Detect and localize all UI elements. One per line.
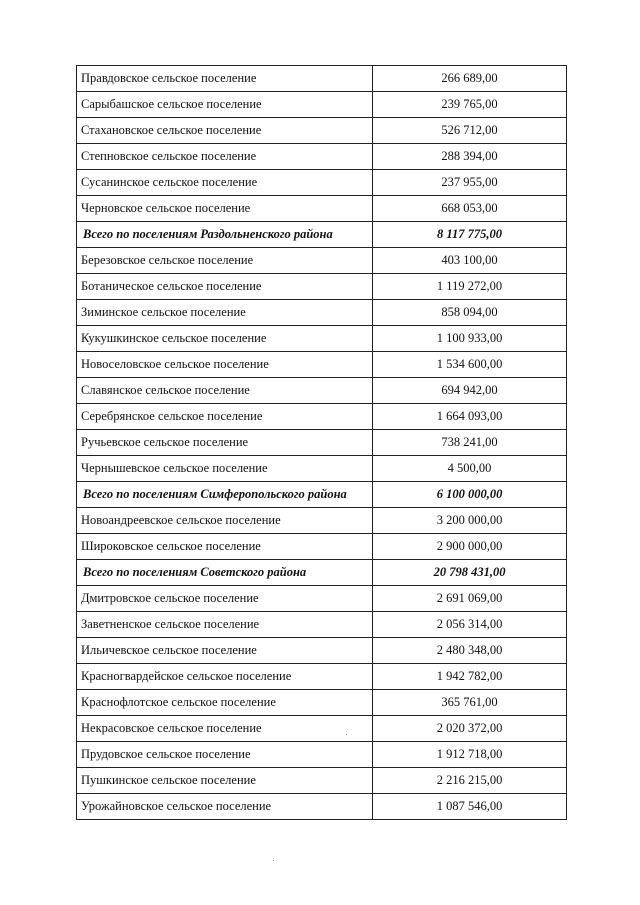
settlement-name: Черновское сельское поселение xyxy=(77,196,373,222)
table-row xyxy=(77,768,567,794)
settlement-amount: 1 087 546,00 xyxy=(373,794,567,820)
settlement-name: Некрасовское сельское поселение xyxy=(77,716,373,742)
table-row xyxy=(77,586,567,612)
table-row xyxy=(77,716,567,742)
settlement-amount: 2 020 372,00 xyxy=(373,716,567,742)
settlement-name: Березовское сельское поселение xyxy=(77,248,373,274)
settlement-name: Правдовское сельское поселение xyxy=(77,66,373,92)
table-row xyxy=(77,742,567,768)
settlement-amount: 858 094,00 xyxy=(373,300,567,326)
table-row xyxy=(77,326,567,352)
district-total-amount: 6 100 000,00 xyxy=(373,482,567,508)
settlement-name: Кукушкинское сельское поселение xyxy=(77,326,373,352)
settlement-amount: 1 534 600,00 xyxy=(373,352,567,378)
settlement-amount: 2 056 314,00 xyxy=(373,612,567,638)
settlement-amount: 237 955,00 xyxy=(373,170,567,196)
settlement-amount: 1 912 718,00 xyxy=(373,742,567,768)
settlement-name: Стахановское сельское поселение xyxy=(77,118,373,144)
settlement-amount: 694 942,00 xyxy=(373,378,567,404)
settlement-name: Сарыбашское сельское поселение xyxy=(77,92,373,118)
settlement-name: Ильичевское сельское поселение xyxy=(77,638,373,664)
settlement-name: Ботаническое сельское поселение xyxy=(77,274,373,300)
settlement-amount: 239 765,00 xyxy=(373,92,567,118)
settlement-amount: 1 942 782,00 xyxy=(373,664,567,690)
table-row xyxy=(77,508,567,534)
table-row xyxy=(77,170,567,196)
settlement-name: Сусанинское сельское поселение xyxy=(77,170,373,196)
table-row xyxy=(77,794,567,820)
table-row xyxy=(77,196,567,222)
table-row xyxy=(77,612,567,638)
table-row xyxy=(77,404,567,430)
district-total-row xyxy=(77,222,567,248)
table-row xyxy=(77,300,567,326)
settlement-name: Прудовское сельское поселение xyxy=(77,742,373,768)
table-row xyxy=(77,430,567,456)
table-row xyxy=(77,274,567,300)
table-row xyxy=(77,144,567,170)
settlement-name: Степновское сельское поселение xyxy=(77,144,373,170)
table-row xyxy=(77,92,567,118)
settlement-name: Зиминское сельское поселение xyxy=(77,300,373,326)
settlement-amount: 738 241,00 xyxy=(373,430,567,456)
scan-speck xyxy=(346,734,347,735)
district-total-amount: 8 117 775,00 xyxy=(373,222,567,248)
settlement-name: Дмитровское сельское поселение xyxy=(77,586,373,612)
settlements-budget-table xyxy=(76,65,567,820)
settlement-amount: 2 900 000,00 xyxy=(373,534,567,560)
settlement-name: Новоселовское сельское поселение xyxy=(77,352,373,378)
settlement-name: Пушкинское сельское поселение xyxy=(77,768,373,794)
settlement-amount: 526 712,00 xyxy=(373,118,567,144)
settlement-amount: 668 053,00 xyxy=(373,196,567,222)
district-total-row xyxy=(77,482,567,508)
settlement-name: Заветненское сельское поселение xyxy=(77,612,373,638)
district-total-label: Всего по поселениям Раздольненского района xyxy=(77,222,373,248)
table-row xyxy=(77,66,567,92)
district-total-label: Всего по поселениям Симферопольского района xyxy=(77,482,373,508)
table-row xyxy=(77,248,567,274)
settlement-amount: 3 200 000,00 xyxy=(373,508,567,534)
settlement-amount: 1 664 093,00 xyxy=(373,404,567,430)
table-row xyxy=(77,456,567,482)
settlement-amount: 365 761,00 xyxy=(373,690,567,716)
table-row xyxy=(77,638,567,664)
settlement-amount: 1 119 272,00 xyxy=(373,274,567,300)
settlement-name: Чернышевское сельское поселение xyxy=(77,456,373,482)
table-row xyxy=(77,534,567,560)
table-row xyxy=(77,378,567,404)
district-total-amount: 20 798 431,00 xyxy=(373,560,567,586)
table-row xyxy=(77,118,567,144)
settlement-name: Широковское сельское поселение xyxy=(77,534,373,560)
table-row xyxy=(77,352,567,378)
settlement-amount: 1 100 933,00 xyxy=(373,326,567,352)
district-total-row xyxy=(77,560,567,586)
settlement-name: Ручьевское сельское поселение xyxy=(77,430,373,456)
settlement-amount: 2 691 069,00 xyxy=(373,586,567,612)
settlement-amount: 403 100,00 xyxy=(373,248,567,274)
table-row xyxy=(77,690,567,716)
scan-speck xyxy=(273,860,274,861)
settlement-name: Славянское сельское поселение xyxy=(77,378,373,404)
settlement-name: Серебрянское сельское поселение xyxy=(77,404,373,430)
settlement-amount: 4 500,00 xyxy=(373,456,567,482)
district-total-label: Всего по поселениям Советского района xyxy=(77,560,373,586)
table-row xyxy=(77,664,567,690)
settlement-amount: 266 689,00 xyxy=(373,66,567,92)
settlement-amount: 2 480 348,00 xyxy=(373,638,567,664)
settlement-name: Красногвардейское сельское поселение xyxy=(77,664,373,690)
settlement-name: Новоандреевское сельское поселение xyxy=(77,508,373,534)
table-body xyxy=(77,66,567,820)
settlement-name: Краснофлотское сельское поселение xyxy=(77,690,373,716)
settlement-amount: 288 394,00 xyxy=(373,144,567,170)
settlement-amount: 2 216 215,00 xyxy=(373,768,567,794)
settlement-name: Урожайновское сельское поселение xyxy=(77,794,373,820)
